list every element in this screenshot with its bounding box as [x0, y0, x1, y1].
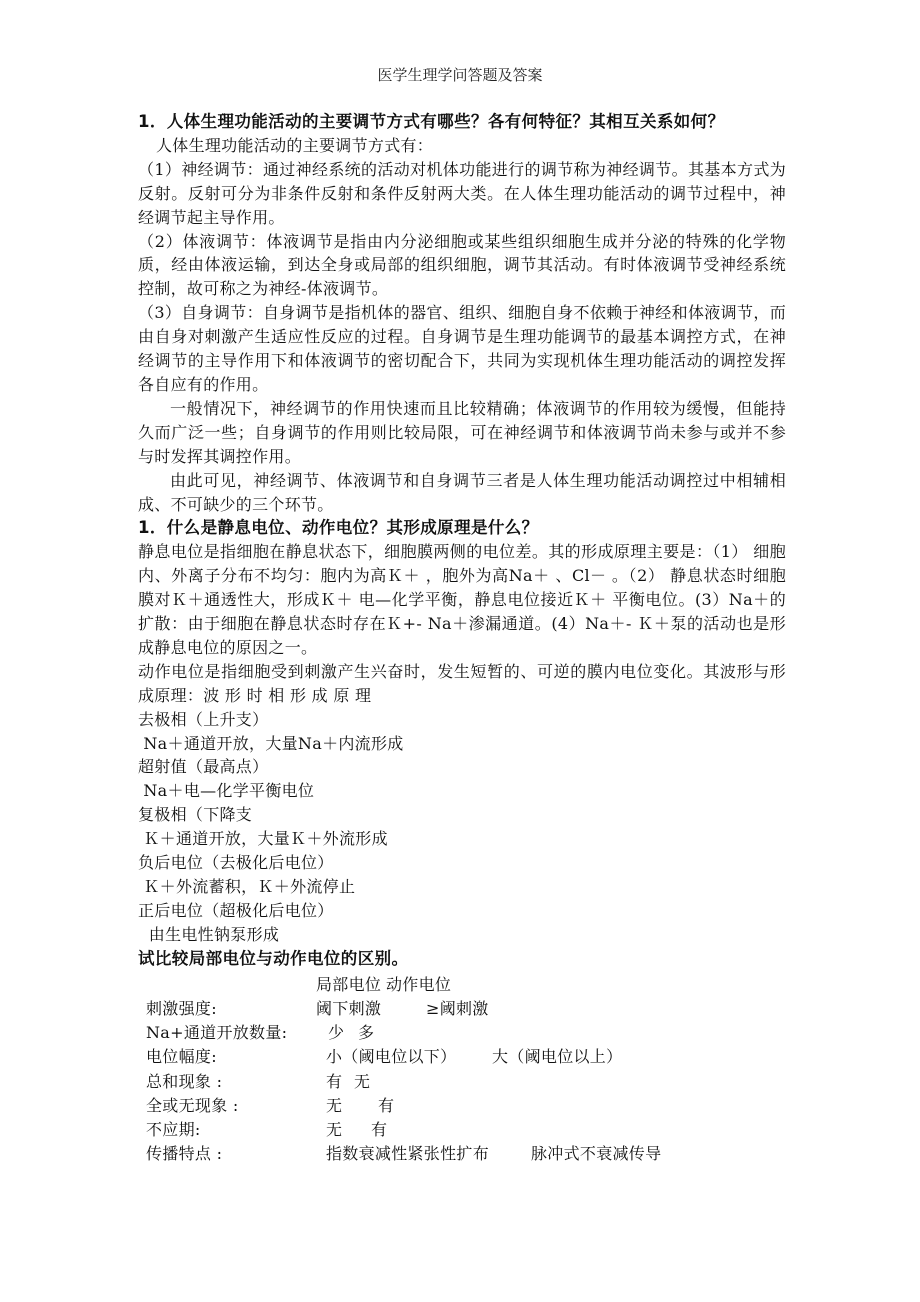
local-potential-value: 少 [328, 1023, 345, 1043]
question-1-paragraph-1: 一般情况下，神经调节的作用快速而且比较精确；体液调节的作用较为缓慢，但能持久而广泛一些；自身调节的作用则比较局限，可在神经调节和体液调节尚未参与或并不参与时发挥其调控作用。 [138, 398, 786, 466]
row-label: 电位幅度: [146, 1047, 217, 1067]
phase-description: Na＋通道开放，大量Na＋内流形成 [138, 733, 404, 753]
local-potential-value: 有 [326, 1071, 343, 1091]
action-potential-value: 多 [358, 1023, 375, 1043]
action-potential-text: 动作电位是指细胞受到刺激产生兴奋时，发生短暂的、可逆的膜内电位变化。其波形与形成原理：波 形 时 相 形 成 原 理 [138, 661, 786, 705]
question-1-item-3: （3）自身调节：自身调节是指机体的器官、组织、细胞自身不依赖于神经和体液调节，而由自身对刺激产生适应性反应的过程。自身调节是生理功能调节的最基本调控方式，在神经调节的主导作用下和体液调节的密切配合下，共同为实现机体生理功能活动的调控发挥各自应有的作用。 [138, 303, 786, 394]
comparison-row [138, 1142, 786, 1166]
column-header-local-potential: 局部电位 [316, 974, 382, 994]
question-1-paragraph-2: 由此可见，神经调节、体液调节和自身调节三者是人体生理功能活动调控过中相辅相成、不可缺少的三个环节。 [138, 470, 786, 514]
phase-name: 复极相（下降支 [138, 805, 253, 825]
row-label: 不应期: [146, 1119, 201, 1139]
local-potential-value: 阈下刺激 [316, 998, 382, 1018]
resting-potential-text: 静息电位是指细胞在静息状态下，细胞膜两侧的电位差。其的形成原理主要是：（1） 细胞内、外离子分布不均匀：胞内为高Ｋ＋ ，胞外为高Na＋ 、Cl－ 。（2） 静息状态时细胞膜对Ｋ＋通透性大，形成Ｋ＋ 电—化学平衡，静息电位接近Ｋ＋ 平衡电位。(3）Na＋的扩散：由于细胞在静息状态时存在Ｋ+- Na＋渗漏通道。(4）Na＋- Ｋ＋泵的活动也是形成静息电位的原因之一。 [138, 542, 786, 657]
question-3-title: 试比较局部电位与动作电位的区别。 [138, 948, 409, 968]
question-2-title: 1．什么是静息电位、动作电位？其形成原理是什么？ [138, 518, 539, 538]
document-body [138, 110, 786, 1166]
local-potential-value: 小（阈电位以下） [326, 1047, 457, 1067]
question-1-item-2: （2）体液调节：体液调节是指由内分泌细胞或某些组织细胞生成并分泌的特殊的化学物质，经由体液运输，到达全身或局部的组织细胞，调节其活动。有时体液调节受神经系统控制，故可称之为神经-体液调节。 [138, 231, 786, 299]
phase-description: Ｋ＋外流蓄积，Ｋ＋外流停止 [138, 877, 356, 896]
comparison-table [138, 973, 786, 1167]
row-label: 总和现象 : [146, 1071, 223, 1091]
local-potential-value: 无 [326, 1119, 343, 1139]
action-potential-value: ≥阈刺激 [426, 998, 489, 1018]
comparison-row [138, 1118, 786, 1142]
page-header: 医学生理学问答题及答案 [377, 66, 543, 84]
question-1-item-1: （1）神经调节：通过神经系统的活动对机体功能进行的调节称为神经调节。其基本方式为反射。反射可分为非条件反射和条件反射两大类。在人体生理功能活动的调节过程中，神经调节起主导作用。 [138, 159, 786, 227]
phase-name: 正后电位（超极化后电位） [138, 900, 334, 920]
local-potential-value: 无 [326, 1095, 343, 1115]
row-label: 全或无现象 : [146, 1095, 239, 1115]
action-potential-value: 有 [371, 1119, 388, 1139]
row-label: Na+通道开放数量: [146, 1023, 288, 1043]
comparison-row [138, 1045, 786, 1069]
comparison-row [138, 997, 786, 1021]
question-1-title: 1．人体生理功能活动的主要调节方式有哪些？各有何特征？其相互关系如何？ [138, 112, 725, 131]
phase-name: 去极相（上升支） [138, 709, 269, 729]
action-potential-value: 大（阈电位以上） [492, 1047, 623, 1067]
action-potential-value: 有 [378, 1095, 395, 1115]
comparison-header-row [138, 973, 786, 997]
local-potential-value: 指数衰减性紧张性扩布 [326, 1144, 490, 1164]
column-header-action-potential: 动作电位 [386, 974, 452, 994]
comparison-row [138, 1021, 786, 1045]
phase-list [138, 708, 786, 947]
action-potential-value: 无 [354, 1071, 371, 1091]
action-potential-value: 脉冲式不衰减传导 [531, 1144, 662, 1164]
phase-description: Ｋ＋通道开放，大量Ｋ＋外流形成 [138, 829, 388, 849]
question-1-intro: 人体生理功能活动的主要调节方式有： [156, 135, 434, 155]
phase-description: Na＋电—化学平衡电位 [138, 781, 315, 801]
phase-name: 超射值（最高点） [138, 757, 269, 777]
row-label: 传播特点 : [146, 1144, 223, 1164]
row-label: 刺激强度: [146, 998, 217, 1018]
comparison-row [138, 1069, 786, 1093]
phase-description: 由生电性钠泵形成 [138, 924, 280, 944]
comparison-row [138, 1094, 786, 1118]
phase-name: 负后电位（去极化后电位） [138, 853, 334, 873]
